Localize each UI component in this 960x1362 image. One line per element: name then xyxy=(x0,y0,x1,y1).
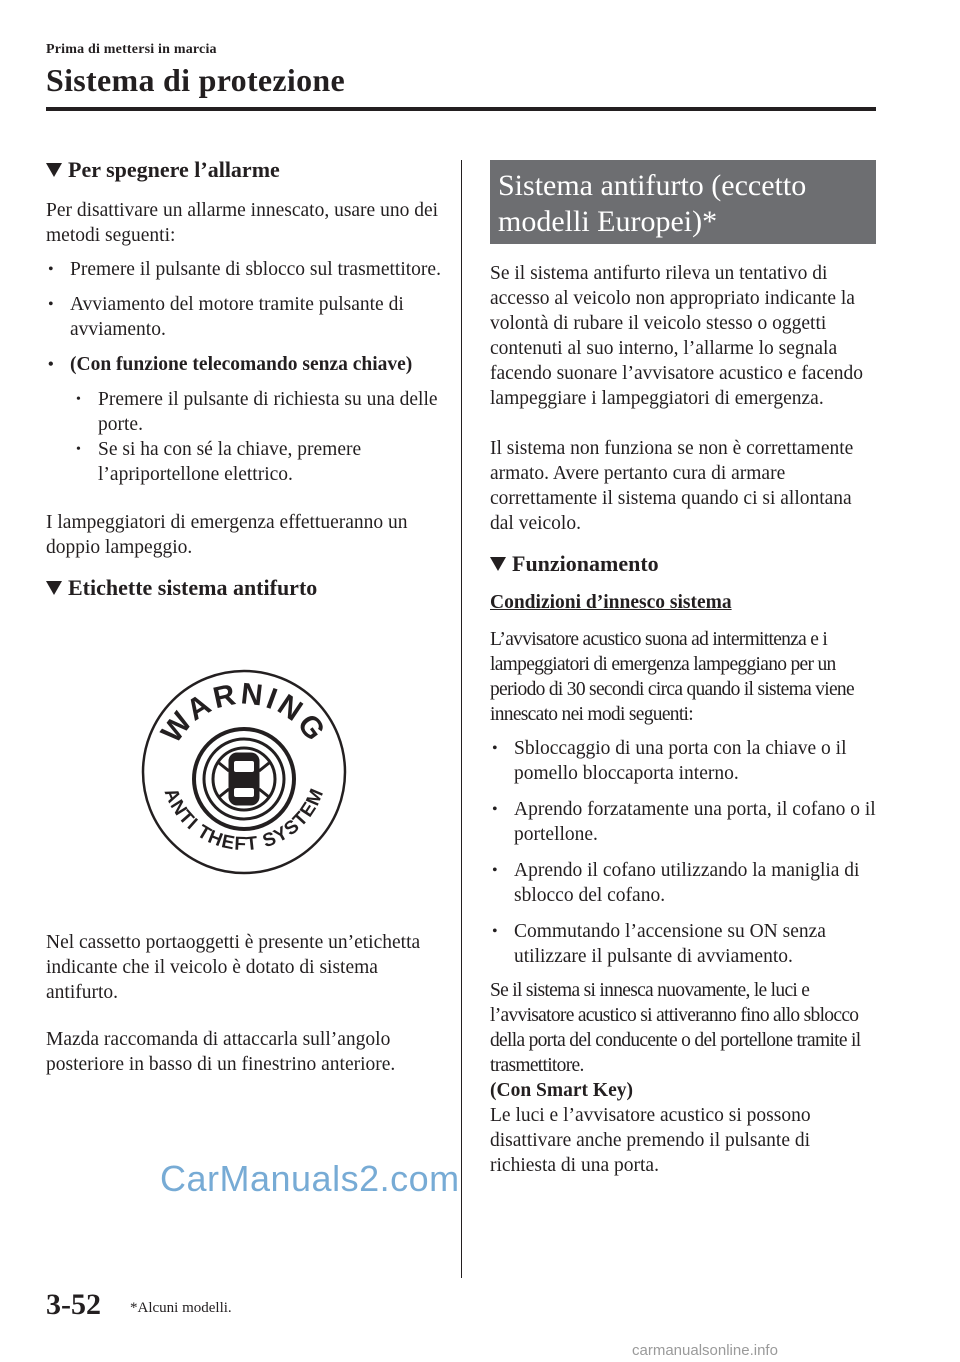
column-divider xyxy=(461,160,462,1278)
watermark-url: carmanualsonline.info xyxy=(632,1342,778,1359)
section-heading-labels xyxy=(46,574,442,602)
body-paragraph: Se il sistema si innesca nuovamente, le luci e l’avvisatore acustico si attiveranno fino allo sblocco della porta del conducente o del portellone tramite il trasmettitore. xyxy=(490,980,861,1076)
label-description: Nel cassetto portaoggetti è presente un’etichetta indicante che il veicolo è dotato di sistema antifurto. xyxy=(46,932,421,1003)
logo-bottom-text: ANTI THEFT SYSTEM xyxy=(159,785,329,856)
list-item: • Avviamento del motore tramite pulsante di avviamento. xyxy=(46,292,442,342)
list-item: • Premere il pulsante di sblocco sul trasmettitore. xyxy=(46,257,442,282)
heading-text: Per spegnere l’allarme xyxy=(68,157,280,182)
page-number: 3-52 xyxy=(46,1288,101,1321)
watermark-logo: CarManuals2.com xyxy=(160,1158,460,1199)
logo-top-text: WARNING xyxy=(155,677,333,750)
list-item: • Commutando l’accensione su ON senza utilizzare il pulsante di avviamento. xyxy=(490,919,876,969)
triangle-down-icon xyxy=(490,557,506,571)
list-item-keyless: • (Con funzione telecomando senza chiave) xyxy=(46,352,442,377)
anti-theft-label-figure xyxy=(46,642,442,902)
intro-text: Per disattivare un allarme innescato, usare uno dei metodi seguenti: xyxy=(46,200,439,246)
list-item: • Aprendo forzatamente una porta, il cofano o il portellone. xyxy=(490,797,876,847)
list-item: • Sbloccaggio di una porta con la chiave o il pomello bloccaporta interno. xyxy=(490,736,876,786)
body-paragraph: Se il sistema antifurto rileva un tentativo di accesso al veicolo non appropriato indicante la volontà di rubare il veicolo stesso o oggetti contenuti al suo interno, l’allarme lo segnala facendo suonare l’avvisatore acustico e facendo lampeggiare i lampeggiatori di emergenza. xyxy=(490,263,864,409)
footnote: *Alcuni modelli. xyxy=(130,1300,232,1316)
label-placement: Mazda raccomanda di attaccarla sull’angolo posteriore in basso di un finestrino anteriore. xyxy=(46,1029,396,1075)
car-alarm-icon xyxy=(194,729,294,829)
sub-list-item: • Se si ha con sé la chiave, premere l’apriportellone elettrico. xyxy=(46,437,442,487)
smart-key-label: (Con Smart Key) xyxy=(490,1080,633,1101)
anti-theft-warning-logo xyxy=(139,667,349,877)
right-column xyxy=(490,160,876,1178)
heading-text: Funzionamento xyxy=(512,551,659,576)
title-rule xyxy=(46,107,876,111)
left-column xyxy=(46,156,442,1077)
list-item: • Aprendo il cofano utilizzando la maniglia di sblocco del cofano. xyxy=(490,858,876,908)
triangle-down-icon xyxy=(46,163,62,177)
body-paragraph: Le luci e l’avvisatore acustico si possono disattivare anche premendo il pulsante di richiesta di una porta. xyxy=(490,1105,811,1176)
note-text: I lampeggiatori di emergenza effettueranno un doppio lampeggio. xyxy=(46,512,408,558)
breadcrumb: Prima di mettersi in marcia xyxy=(46,42,217,57)
page-title: Sistema di protezione xyxy=(46,62,346,98)
sub-list-item: • Premere il pulsante di richiesta su una delle porte. xyxy=(46,387,442,437)
heading-text: Etichette sistema antifurto xyxy=(68,575,318,600)
section-heading-disable-alarm xyxy=(46,156,442,184)
body-paragraph: Il sistema non funziona se non è correttamente armato. Avere pertanto cura di armare correttamente il sistema quando ci si allontana dal veicolo. xyxy=(490,438,854,534)
subheading-trigger-conditions: Condizioni d’innesco sistema xyxy=(490,592,732,613)
triangle-down-icon xyxy=(46,581,62,595)
section-heading-operation xyxy=(490,550,876,578)
body-paragraph: L’avvisatore acustico suona ad intermittenza e i lampeggiatori di emergenza lampeggiano per un periodo di 30 secondi circa quando il sistema viene innescato nei modi seguenti: xyxy=(490,629,854,725)
section-banner: Sistema antifurto (eccetto modelli Europei)* xyxy=(490,160,876,244)
